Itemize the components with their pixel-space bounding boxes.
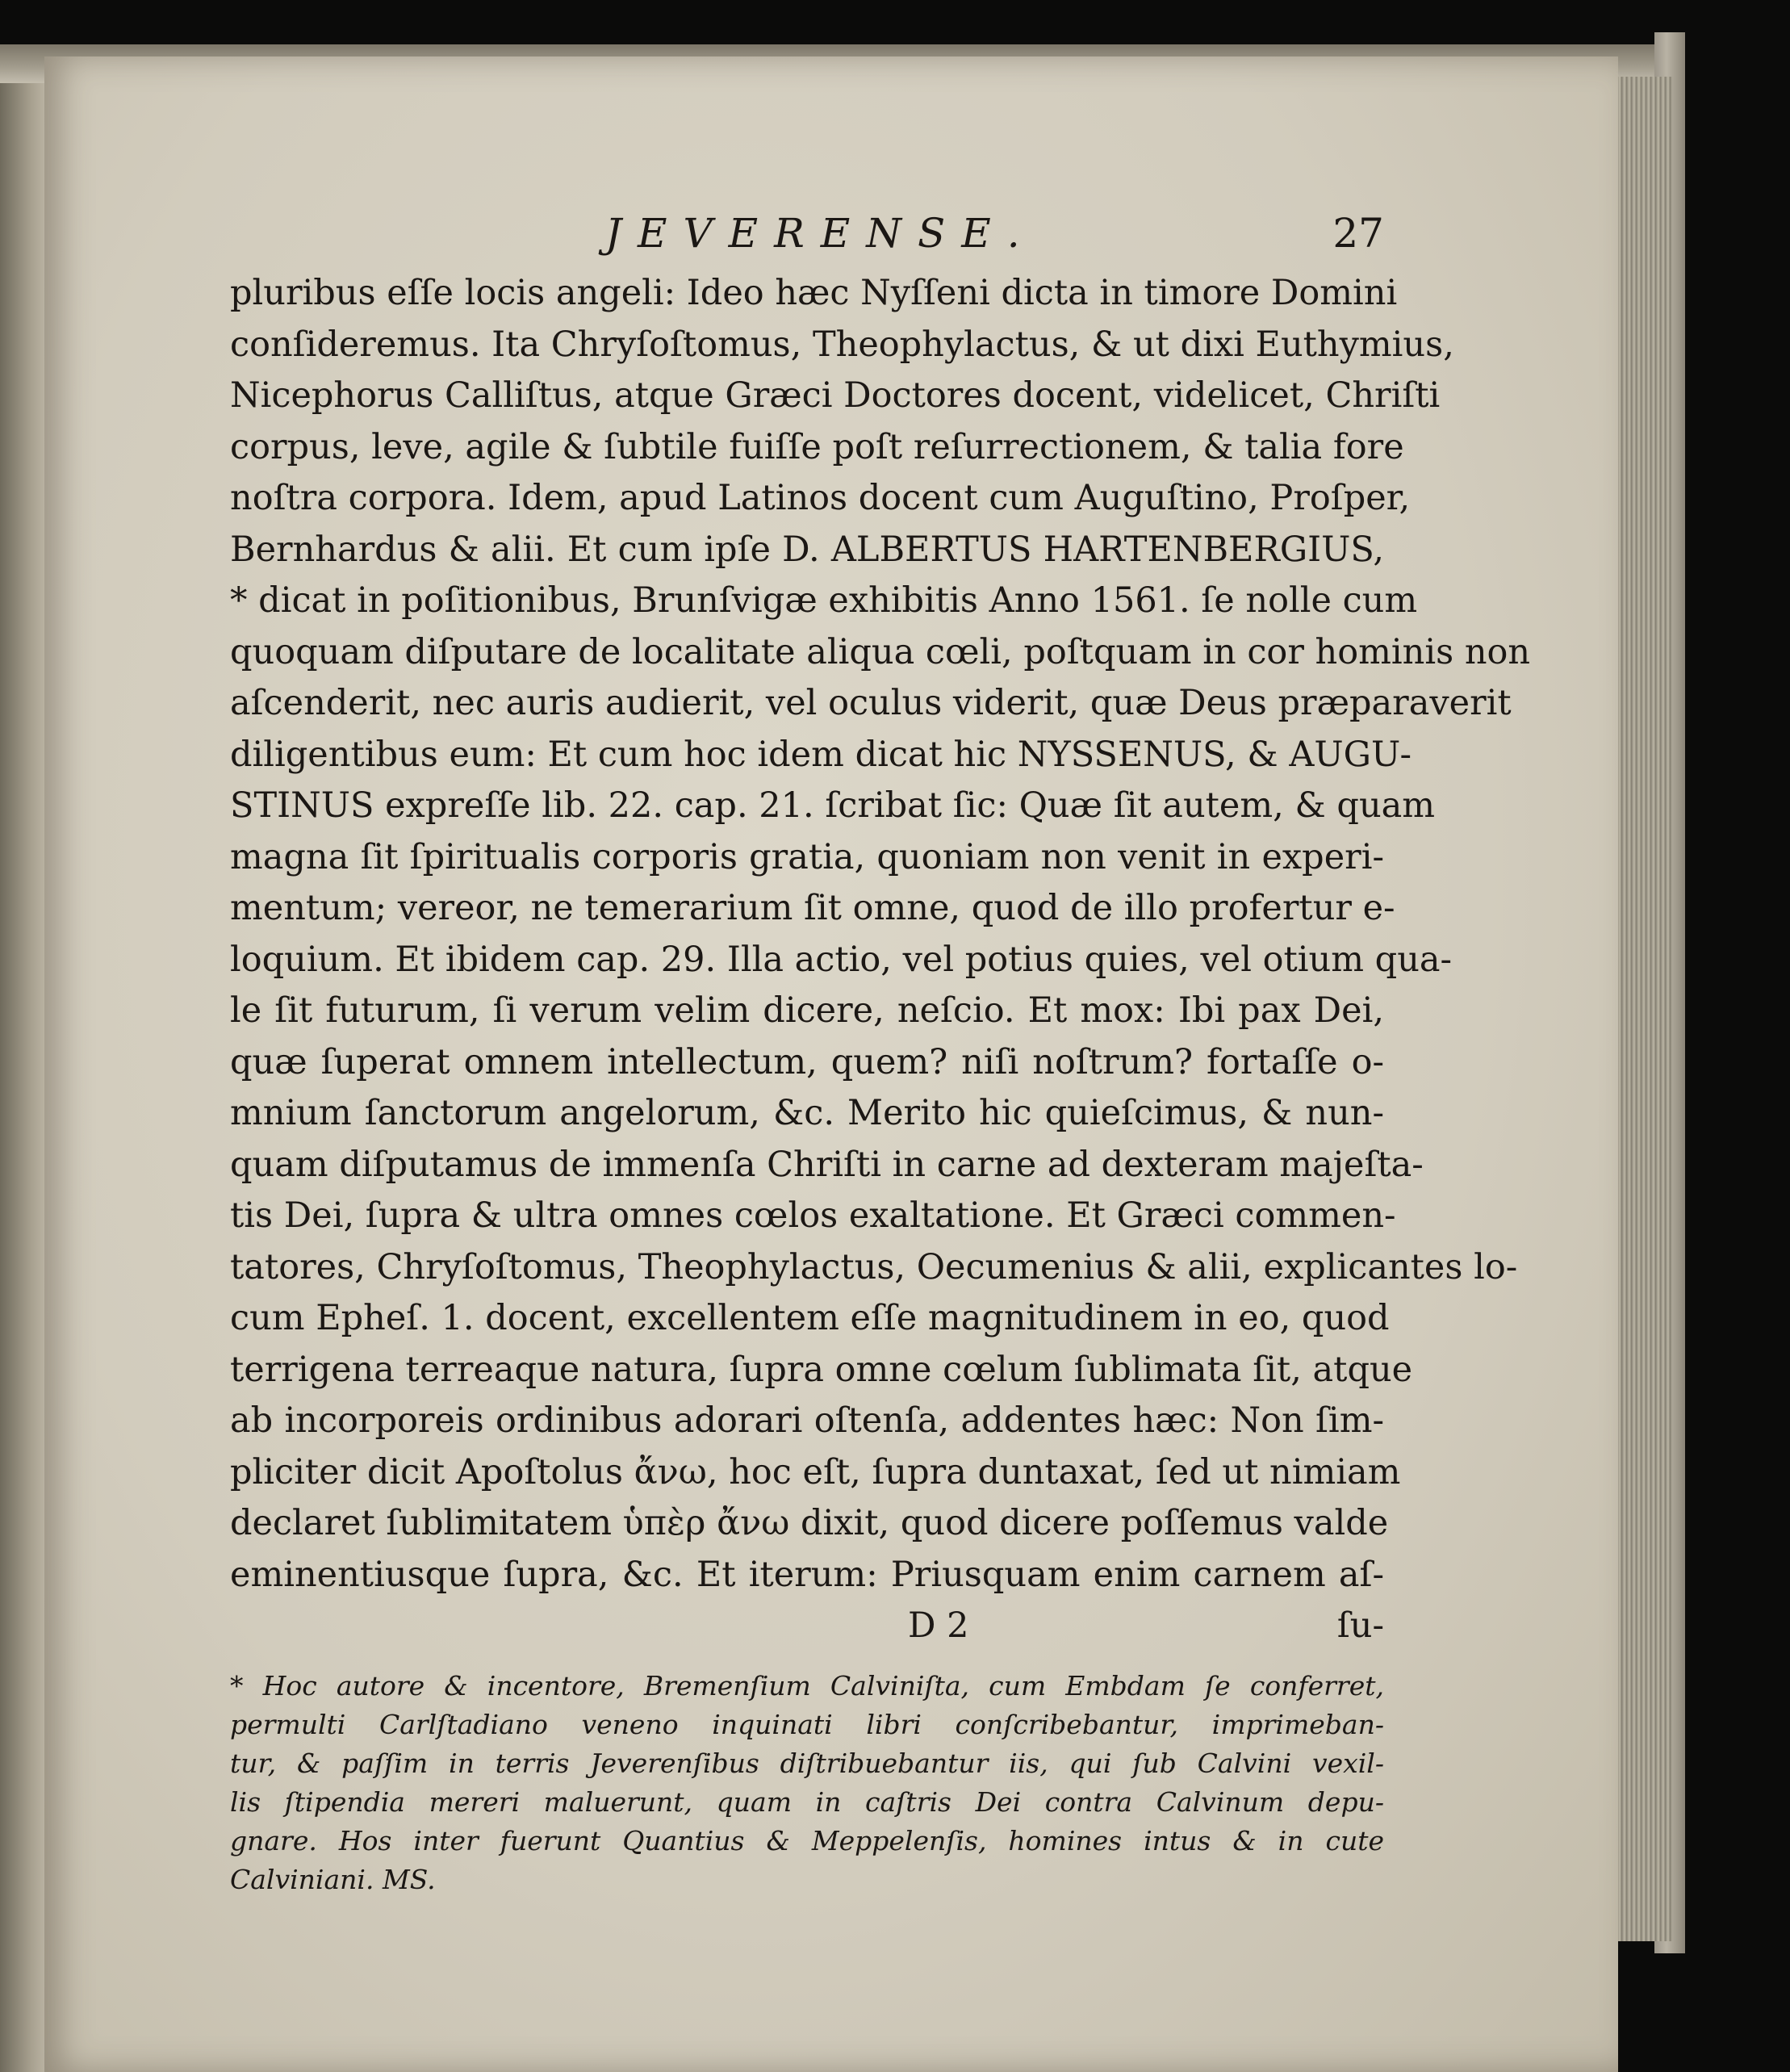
text-line: ab incorporeis ordinibus adorari oſtenſa, addentes hæc: Non ſim- bbox=[230, 1400, 1384, 1441]
text-line: Nicephorus Calliſtus, atque Græci Doctores docent, videlicet, Chriſti bbox=[230, 375, 1441, 416]
text-line: STINUS expreſſe lib. 22. cap. 21. ſcribat ſic: Quæ ſit autem, & quam bbox=[230, 785, 1436, 826]
text-line: tatores, Chryſoſtomus, Theophylactus, Oecumenius & alii, explicantes lo- bbox=[230, 1246, 1518, 1287]
text-line: conſideremus. Ita Chryſoſtomus, Theophylactus, & ut dixi Euthymius, bbox=[230, 324, 1454, 365]
text-line: quoquam diſputare de localitate aliqua cœli, poſtquam in cor hominis non bbox=[230, 631, 1531, 672]
text-line: pluribus eſſe locis angeli: Ideo hæc Nyſſeni dicta in timore Domini bbox=[230, 273, 1398, 313]
text-line: magna ſit ſpiritualis corporis gratia, quoniam non venit in experi- bbox=[230, 836, 1384, 877]
footnote-line: * Hoc autore & incentore, Bremenſium Calviniſta, cum Embdam ſe conferret, bbox=[230, 1669, 1384, 1702]
footnote-line: Calviniani. MS. bbox=[230, 1863, 436, 1895]
text-line: Bernhardus & alii. Et cum ipſe D. ALBERTUS HARTENBERGIUS, bbox=[230, 529, 1384, 570]
text-line: corpus, leve, agile & ſubtile fuiſſe poſt reſurrectionem, & talia fore bbox=[230, 426, 1404, 467]
text-line: quæ ſuperat omnem intellectum, quem? niſi noſtrum? fortaſſe o- bbox=[230, 1041, 1384, 1082]
text-line: pliciter dicit Apoſtolus ἄνω, hoc eſt, ſupra duntaxat, ſed ut nimiam bbox=[230, 1451, 1401, 1492]
footnote-line: tur, & paſſim in terris Jeverenſibus diſtribuebantur iis, qui ſub Calvini vexil- bbox=[230, 1747, 1384, 1779]
page-number: 27 bbox=[1332, 210, 1384, 257]
text-line: mentum; vereor, ne temerarium ſit omne, quod de illo profertur e- bbox=[230, 888, 1395, 928]
text-line: aſcenderit, nec auris audierit, vel oculus viderit, quæ Deus præparaverit bbox=[230, 683, 1512, 723]
running-head bbox=[230, 210, 1384, 258]
text-line: mnium ſanctorum angelorum, &c. Merito hic quieſcimus, & nun- bbox=[230, 1093, 1384, 1133]
running-head-title: JEVERENSE. bbox=[605, 210, 1036, 257]
text-line: eminentiusque ſupra, &c. Et iterum: Priusquam enim carnem aſ- bbox=[230, 1554, 1384, 1595]
footnote bbox=[230, 1667, 1384, 1899]
main-text bbox=[230, 268, 1531, 1652]
footnote-line: gnare. Hos inter fuerunt Quantius & Meppelenſis, homines intus & in cute bbox=[230, 1824, 1384, 1856]
text-line: cum Epheſ. 1. docent, excellentem eſſe magnitudinem in eo, quod bbox=[230, 1298, 1390, 1338]
signature-mark: D 2 bbox=[908, 1605, 969, 1646]
text-line: terrigena terreaque natura, ſupra omne cœlum ſublimata ſit, atque bbox=[230, 1349, 1413, 1390]
text-line: loquium. Et ibidem cap. 29. Illa actio, vel potius quies, vel otium qua- bbox=[230, 939, 1453, 980]
footnote-line: permulti Carlſtadiano veneno inquinati libri conſcribebantur, imprimeban- bbox=[230, 1708, 1384, 1740]
catchword: ſu- bbox=[1336, 1605, 1384, 1646]
text-line: declaret ſublimitatem ὑπὲρ ἄνω dixit, quod dicere poſſemus valde bbox=[230, 1503, 1389, 1543]
text-line: quam diſputamus de immenſa Chriſti in carne ad dexteram majeſta- bbox=[230, 1144, 1424, 1185]
text-line: diligentibus eum: Et cum hoc idem dicat hic NYSSENUS, & AUGU- bbox=[230, 734, 1412, 775]
signature-line bbox=[230, 1601, 1384, 1652]
text-line: tis Dei, ſupra & ultra omnes cœlos exaltatione. Et Græci commen- bbox=[230, 1195, 1396, 1236]
text-line: * dicat in poſitionibus, Brunſvigæ exhibitis Anno 1561. ſe nolle cum bbox=[230, 580, 1418, 621]
text-block bbox=[230, 210, 1531, 1899]
text-line: noſtra corpora. Idem, apud Latinos docent cum Auguſtino, Proſper, bbox=[230, 478, 1411, 518]
footnote-line: lis ſtipendia mereri maluerunt, quam in caſtris Dei contra Calvinum depu- bbox=[230, 1785, 1384, 1818]
text-line: le ſit futurum, ſi verum velim dicere, neſcio. Et mox: Ibi pax Dei, bbox=[230, 990, 1384, 1031]
